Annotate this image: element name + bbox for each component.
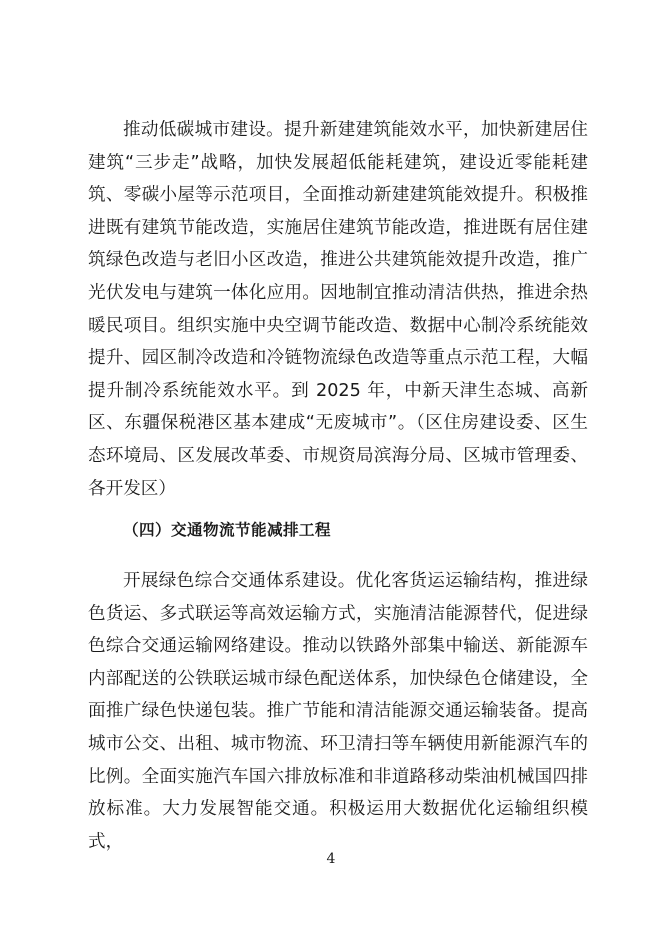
body-paragraph-low-carbon-city: 推动低碳城市建设。提升新建建筑能效水平，加快新建居住建筑“三步走”战略，加快发展超低能耗建筑，建设近零能耗建筑、零碳小屋等示范项目，全面推动新建建筑能效提升。积极推进既有建筑节能改造，实施居住建筑节能改造，推进既有居住建筑绿色改造与老旧小区改造，推进公共建筑能效提升改造，推广光伏发电与建筑一体化应用。因地制宜推动清洁供热，推进余热暖民项目。组织实施中央空调节能改造、数据中心制冷系统能效提升、园区制冷改造和冷链物流绿色改造等重点示范工程，大幅提升制冷系统能效水平。到 2025 年，中新天津生态城、高新区、东疆保税港区基本建成“无废城市”。（区住房建设委、区生态环境局、区发展改革委、市规资局滨海分局、区城市管理委、各开发区） bbox=[88, 120, 588, 499]
page-number: 4 bbox=[326, 851, 336, 867]
section-heading-transport-logistics: （四）交通物流节能减排工程 bbox=[123, 520, 331, 539]
body-paragraph-green-transport: 开展绿色综合交通体系建设。优化客货运运输结构，推进绿色货运、多式联运等高效运输方式，实施清洁能源替代，促进绿色综合交通运输网络建设。推动以铁路外部集中输送、新能源车内部配送的公铁联运城市绿色配送体系，加快绿色仓储建设，全面推广绿色快递包装。推广节能和清洁能源交通运输装备。提高城市公交、出租、城市物流、环卫清扫等车辆使用新能源汽车的比例。全面实施汽车国六排放标准和非道路移动柴油机械国四排放标准。大力发展智能交通。积极运用大数据优化运输组织模式， bbox=[88, 571, 588, 852]
